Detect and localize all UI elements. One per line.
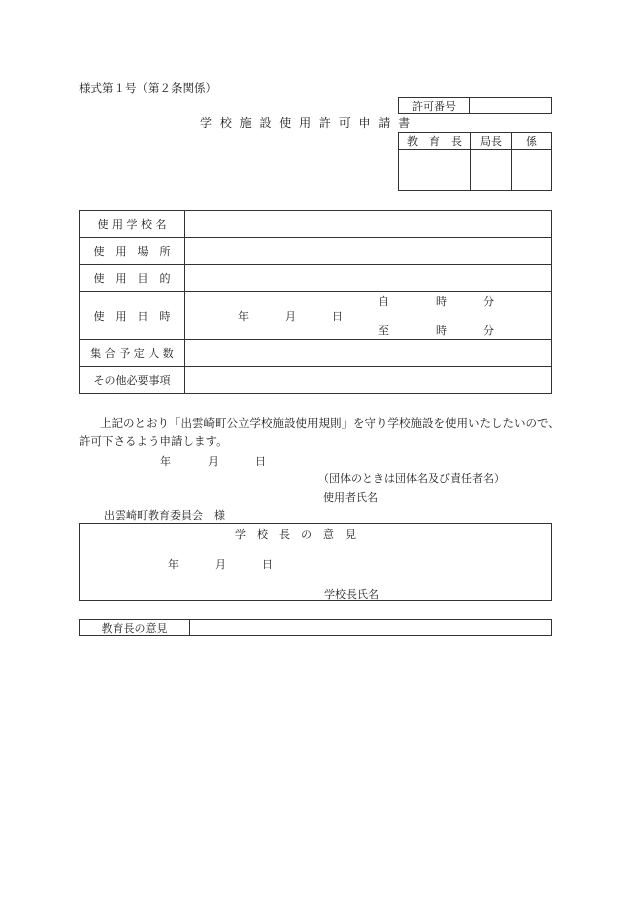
superintendent-opinion-field[interactable] <box>190 620 551 635</box>
stamp-superintendent[interactable] <box>399 150 470 190</box>
purpose-field[interactable] <box>185 265 551 291</box>
application-table <box>79 210 552 394</box>
principal-opinion-box[interactable] <box>79 523 552 601</box>
principal-name-label: 学校長氏名 <box>324 588 379 601</box>
date-day: 日 <box>332 310 343 323</box>
user-name-label: 使用者氏名 <box>323 491 378 504</box>
principal-opinion-month: 月 <box>215 558 226 571</box>
principal-opinion-title: 学 校 長 の 意 見 <box>235 528 356 541</box>
group-note: （団体のときは団体名及び責任者名） <box>318 472 505 485</box>
attendance-field[interactable] <box>185 340 551 366</box>
stamp-staff[interactable] <box>512 150 551 190</box>
to-minute-label: 分 <box>483 324 494 337</box>
date-month: 月 <box>285 310 296 323</box>
date-year: 年 <box>238 310 249 323</box>
approver-staff-label: 係 <box>526 135 537 148</box>
location-field[interactable] <box>185 238 551 264</box>
stamp-director[interactable] <box>471 150 511 190</box>
permit-number-box <box>398 97 552 114</box>
permit-number-field[interactable] <box>470 98 551 113</box>
other-field[interactable] <box>185 367 551 393</box>
from-hour-label: 時 <box>436 295 447 308</box>
statement-line-2: 許可下さるよう申請します。 <box>79 434 228 448</box>
approval-stamp-box <box>398 132 552 191</box>
addressee: 出雲崎町教育委員会 様 <box>104 509 225 522</box>
from-label: 自 <box>378 295 389 308</box>
principal-opinion-year: 年 <box>168 558 179 571</box>
row-label-purpose: 使 用 目 的 <box>93 272 171 285</box>
approver-superintendent-label: 教 育 長 <box>407 135 462 148</box>
row-label-datetime: 使 用 日 時 <box>93 309 171 323</box>
row-label-school-name: 使 用 学 校 名 <box>97 218 167 231</box>
superintendent-opinion-label: 教育長の意見 <box>80 620 190 635</box>
page-title: 学 校 施 設 使 用 許 可 申 請 書 <box>200 116 413 130</box>
row-label-attendance: 集 合 予 定 人 数 <box>90 347 174 360</box>
approver-director-label: 局長 <box>480 135 502 148</box>
application-day: 日 <box>255 455 266 468</box>
application-year: 年 <box>160 455 171 468</box>
row-label-location: 使 用 場 所 <box>93 245 171 258</box>
permit-number-label: 許可番号 <box>399 98 470 113</box>
form-number: 様式第１号（第２条関係） <box>79 81 217 95</box>
principal-opinion-day: 日 <box>262 558 273 571</box>
statement-line-1: 上記のとおり「出雲崎町公立学校施設使用規則」を守り学校施設を使用いたしたいので、 <box>100 416 560 430</box>
school-name-field[interactable] <box>185 211 551 237</box>
row-label-other: その他必要事項 <box>93 374 171 387</box>
to-label: 至 <box>378 324 389 337</box>
from-minute-label: 分 <box>483 295 494 308</box>
superintendent-opinion-box <box>79 619 552 636</box>
application-month: 月 <box>208 455 219 468</box>
to-hour-label: 時 <box>436 324 447 337</box>
